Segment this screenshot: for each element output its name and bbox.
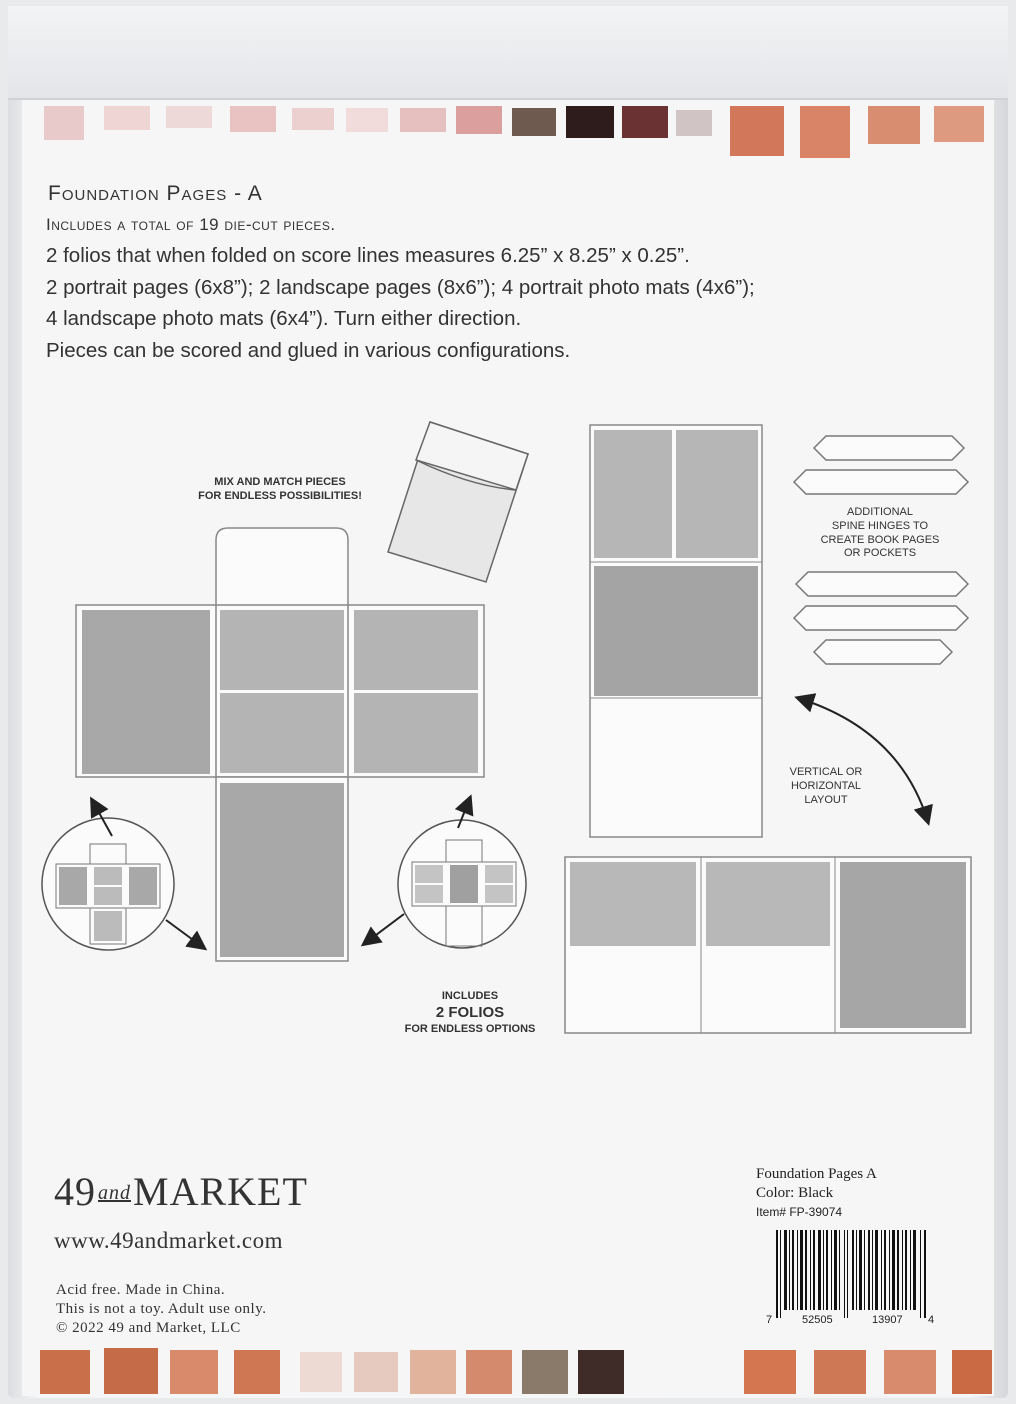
piece-count: Includes a total of 19 die-cut pieces.: [46, 215, 336, 234]
photo-mat: [570, 862, 696, 946]
legal-line: Acid free. Made in China.: [56, 1282, 226, 1298]
product-color: Color: Black: [756, 1185, 834, 1201]
brand-url: www.49andmarket.com: [54, 1228, 283, 1253]
photo-mat: [594, 430, 672, 558]
photo-mat: [220, 783, 344, 957]
color-swatch: [170, 1350, 218, 1394]
brand-logo: 49 andMARKET: [54, 1169, 308, 1214]
barcode-digits-right: 13907: [872, 1314, 903, 1326]
description-line: 4 landscape photo mats (6x4”). Turn either direction.: [46, 307, 522, 330]
photo-mat: [676, 430, 758, 558]
product-heading: Foundation Pages - A: [48, 182, 263, 205]
color-swatch: [744, 1350, 796, 1394]
layout-detail-circle-left: [42, 818, 174, 950]
mix-match-caption: MIX AND MATCH PIECES FOR ENDLESS POSSIBILITIES!: [198, 476, 362, 502]
product-name: Foundation Pages A: [756, 1166, 877, 1182]
layout-caption: VERTICAL OR HORIZONTAL LAYOUT: [789, 766, 863, 806]
color-swatch: [522, 1350, 568, 1394]
color-swatch: [300, 1352, 342, 1392]
folded-envelope-illustration: [388, 422, 528, 582]
layout-detail-circle-right: [398, 820, 526, 948]
barcode-digits-left: 52505: [802, 1314, 833, 1326]
upc-barcode: [768, 1226, 936, 1326]
color-swatch: [234, 1350, 280, 1394]
description-line: 2 folios that when folded on score lines measures 6.25” x 8.25” x 0.25”.: [46, 244, 690, 267]
photo-mat: [840, 862, 966, 1028]
description-line: Pieces can be scored and glued in various configurations.: [46, 339, 571, 362]
product-item-number: Item# FP-39074: [756, 1205, 843, 1219]
color-swatch: [884, 1350, 936, 1394]
photo-mat: [354, 693, 478, 773]
horizontal-layout-page: [565, 857, 971, 1033]
color-swatch: [410, 1350, 456, 1394]
barcode-digit-check: 4: [928, 1314, 935, 1326]
color-swatch: [952, 1350, 992, 1394]
photo-mat: [706, 862, 830, 946]
description-line: 2 portrait pages (6x8”); 2 landscape pages (8x6”); 4 portrait photo mats (4x6”);: [46, 276, 755, 299]
legal-line: © 2022 49 and Market, LLC: [56, 1320, 241, 1336]
photo-mat: [220, 610, 344, 690]
color-swatch: [354, 1352, 398, 1392]
photo-mat: [82, 610, 210, 774]
folios-caption: INCLUDES 2 FOLIOS FOR ENDLESS OPTIONS: [404, 990, 536, 1035]
color-swatch: [40, 1350, 90, 1394]
color-swatch: [814, 1350, 866, 1394]
photo-mat: [354, 610, 478, 690]
legal-line: This is not a toy. Adult use only.: [56, 1301, 267, 1317]
photo-mat: [220, 693, 344, 773]
vertical-layout-page: [590, 425, 762, 837]
color-swatch: [466, 1350, 512, 1394]
color-swatch: [578, 1350, 624, 1394]
color-swatch: [104, 1348, 158, 1394]
photo-mat: [594, 566, 758, 696]
spine-hinges-caption: ADDITIONAL SPINE HINGES TO CREATE BOOK PAGES OR POCKETS: [820, 506, 940, 560]
barcode-digit-first: 7: [766, 1314, 773, 1326]
